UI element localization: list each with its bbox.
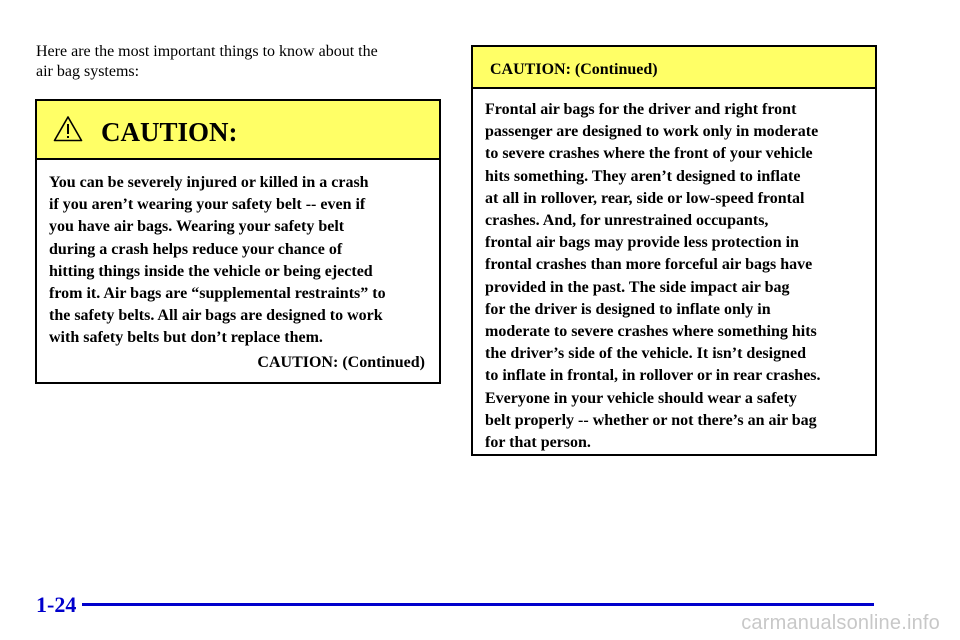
intro-paragraph [36,42,436,82]
caution-line: You can be severely injured or killed in a crash [49,174,369,191]
caution-body [473,89,875,454]
caution-line: Frontal air bags for the driver and right front [485,101,797,118]
caution-line: the safety belts. All air bags are designed to work [49,307,383,325]
caution-line: for the driver is designed to inflate only in [485,300,771,318]
caution-line: moderate to severe crashes where something hits [485,323,817,341]
caution-line: during a crash helps reduce your chance of [49,240,343,258]
caution-box [35,99,441,384]
watermark: carmanualsonline.info [741,612,940,634]
caution-line: from it. Air bags are “supplemental restraints” to [49,285,386,303]
caution-line: crashes. And, for unrestrained occupants, [485,212,769,230]
caution-line: provided in the past. The side impact air bag [485,278,790,296]
caution-line: if you aren’t wearing your safety belt -- even if [49,196,366,214]
caution-line: belt properly -- whether or not there’s an air bag [485,411,817,429]
caution-line: frontal crashes than more forceful air bags have [485,256,813,274]
caution-title: CAUTION: [101,117,238,147]
caution-line: frontal air bags may provide less protection in [485,234,799,252]
caution-header [37,101,439,160]
caution-continued-label: CAUTION: (Continued) [257,353,425,371]
caution-line: you have air bags. Wearing your safety belt [49,218,345,236]
caution-header [473,47,875,89]
caution-line: for that person. [485,434,591,452]
caution-line: Everyone in your vehicle should wear a safety [485,389,797,407]
caution-line: with safety belts but don’t replace them. [49,329,323,347]
warning-triangle-icon [53,115,83,142]
caution-line: to inflate in frontal, in rollover or in rear crashes. [485,367,821,385]
caution-line: the driver’s side of the vehicle. It isn’t designed [485,345,806,363]
caution-line: passenger are designed to work only in moderate [485,123,819,141]
caution-continued-title: CAUTION: (Continued) [490,61,658,78]
caution-continued-box [471,45,877,456]
caution-line: at all in rollover, rear, side or low-speed frontal [485,189,805,207]
caution-line: hits something. They aren’t designed to inflate [485,167,801,185]
intro-line: air bag systems: [36,63,140,80]
footer-rule [82,603,874,606]
caution-line: to severe crashes where the front of your vehicle [485,145,813,163]
caution-line: hitting things inside the vehicle or being ejected [49,262,373,280]
intro-line: Here are the most important things to know about the [36,43,378,60]
page-number: 1-24 [36,592,77,617]
caution-body [37,160,439,350]
